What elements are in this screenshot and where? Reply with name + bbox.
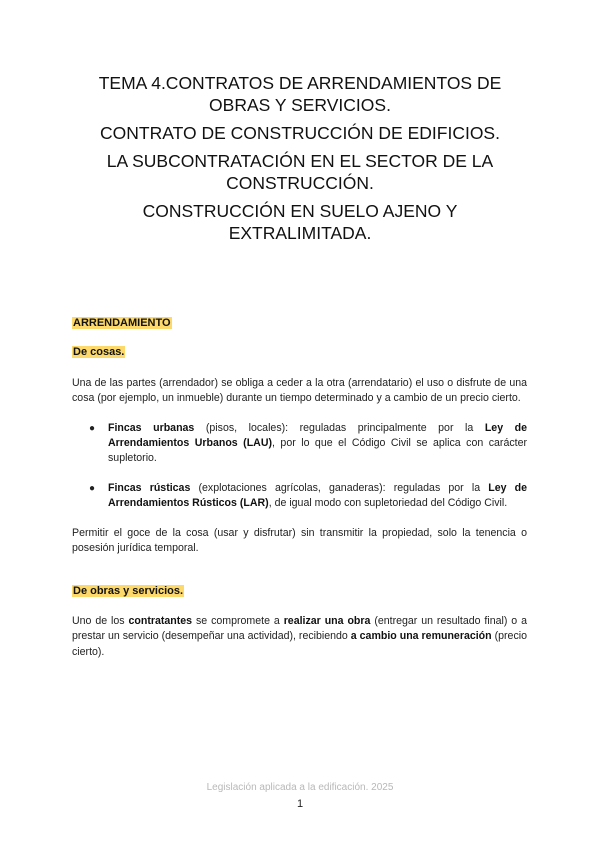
- title-line: OBRAS Y SERVICIOS.: [209, 95, 391, 115]
- title-line: TEMA 4.CONTRATOS DE ARRENDAMIENTOS DE: [98, 73, 502, 93]
- title-line: CONSTRUCCIÓN EN SUELO AJENO Y: [142, 201, 458, 221]
- highlighted-heading: De obras y servicios.: [73, 585, 184, 598]
- highlighted-heading: ARRENDAMIENTO: [73, 317, 171, 329]
- title-line: CONSTRUCCIÓN.: [226, 173, 374, 193]
- text: se compromete a: [192, 614, 284, 627]
- paragraph-cosas-definition: Una de las partes (arrendador) se obliga a ceder a la otra (arrendatario) el uso o disfrute de una cosa (por ejemplo, un inmueble) durante un tiempo determinado y a cambio de un precio cierto.: [72, 376, 527, 405]
- paragraph-cosas-goce: Permitir el goce de la cosa (usar y disfrutar) sin transmitir la propiedad, solo la tenencia o posesión jurídica temporal.: [72, 526, 527, 555]
- bold-text: Fincas rústicas: [108, 481, 191, 494]
- bullet-icon: ●: [89, 422, 96, 434]
- text: (explotaciones agrícolas, ganaderas): reguladas por la: [190, 481, 489, 494]
- subsection-heading-cosas: [72, 345, 527, 360]
- bold-text: realizar una obra: [283, 614, 371, 627]
- text: , por lo que el Código Civil se aplica con carácter supletorio.: [108, 437, 528, 465]
- text: (pisos, locales): reguladas principalmente por la: [194, 421, 485, 434]
- subsection-heading-obras: [72, 584, 527, 599]
- title-line: LA SUBCONTRATACIÓN EN EL SECTOR DE LA: [106, 151, 494, 171]
- list-item: [72, 481, 527, 512]
- text: (precio cierto).: [72, 630, 527, 658]
- page-footer: Legislación aplicada a la edificación. 2025: [206, 782, 394, 793]
- title-line: EXTRALIMITADA.: [228, 223, 372, 243]
- text: Uno de los: [72, 614, 129, 627]
- bullet-list-fincas: [72, 421, 527, 512]
- section-heading-arrendamiento: [72, 316, 527, 331]
- bold-text: a cambio una remuneración: [350, 630, 492, 643]
- text: (entregar un resultado final) o a prestar un servicio (desempeñar una actividad), recibiendo: [72, 614, 527, 643]
- paragraph-obras-definition: [72, 614, 527, 660]
- bold-text: Fincas urbanas: [108, 421, 195, 434]
- bold-text: Ley de Arrendamientos Rústicos (LAR): [108, 481, 527, 510]
- bullet-icon: ●: [89, 482, 96, 494]
- bold-text: contratantes: [128, 614, 193, 627]
- document-body: [72, 316, 527, 660]
- highlighted-heading: De cosas.: [73, 346, 125, 359]
- list-item: [72, 421, 527, 467]
- document-title: [70, 72, 530, 244]
- page-number: 1: [296, 798, 304, 810]
- text: , de igual modo con supletoriedad del Código Civil.: [268, 497, 508, 510]
- bold-text: Ley de Arrendamientos Urbanos (LAU): [108, 421, 527, 450]
- title-line: CONTRATO DE CONSTRUCCIÓN DE EDIFICIOS.: [100, 123, 500, 143]
